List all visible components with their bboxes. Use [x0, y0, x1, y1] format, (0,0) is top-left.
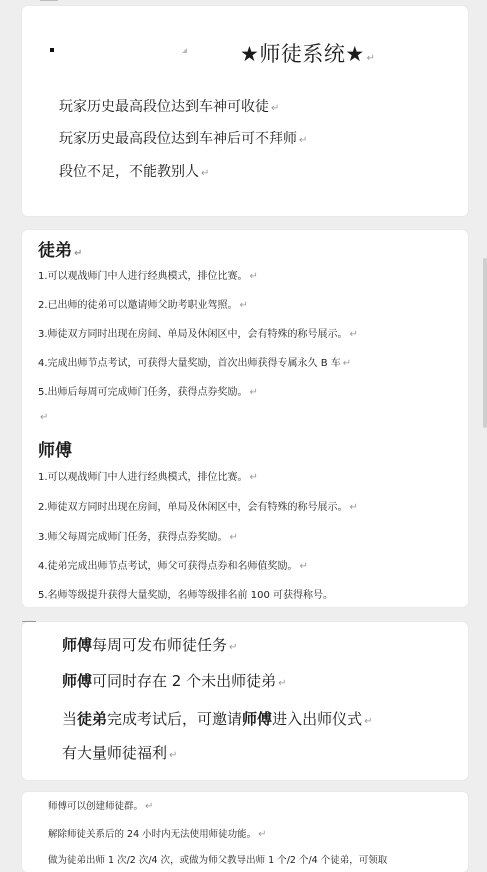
blank-line: ↵	[40, 412, 49, 423]
highlight-line-4: 有大量师徒福利 ↵	[62, 744, 178, 762]
disciple-item-1: 1.可以观战师门中人进行经典模式，排位比赛。 ↵	[38, 271, 258, 282]
note-line-1: 师傅可以创建师徒群。 ↵	[48, 801, 154, 812]
bullet-dot	[50, 48, 54, 52]
master-heading: 师傅	[38, 441, 72, 461]
roles-card	[22, 230, 468, 607]
note-line-2: 解除师徒关系后的 24 小时内无法使用师徒功能。 ↵	[48, 829, 267, 840]
disciple-item-3: 3.师徒双方同时出现在房间、单局及休闲区中，会有特殊的称号展示。 ↵	[38, 329, 358, 340]
disciple-item-2: 2.已出师的徒弟可以邀请师父助考职业驾照。 ↵	[38, 300, 248, 311]
master-item-4: 4.徒弟完成出师节点考试，师父可获得点券和名师值奖励。 ↵	[38, 561, 308, 572]
disciple-item-4: 4.完成出师节点考试，可获得大量奖励，首次出师获得专属永久 B 车 ↵	[38, 358, 352, 369]
notes-card	[22, 792, 468, 872]
intro-card	[22, 6, 468, 216]
disciple-heading: 徒弟 ↵	[38, 241, 83, 261]
page-corner-mark	[40, 0, 58, 1]
highlight-line-2: 师傅可同时存在 2 个未出师徒弟 ↵	[62, 672, 287, 690]
page-title: ★师徒系统★ ↵	[240, 42, 376, 66]
master-item-2: 2.师徒双方同时出现在房间，单局及休闲区中，会有特殊的称号展示。 ↵	[38, 502, 358, 513]
rule-line-3: 段位不足，不能教别人 ↵	[59, 164, 210, 180]
disciple-item-5: 5.出师后每周可完成师门任务，获得点券奖励。 ↵	[38, 387, 258, 398]
note-line-3: 做为徒弟出师 1 次/2 次/4 次，或做为师父教导出师 1 个/2 个/4 个徒弟，可领取	[48, 855, 388, 866]
rule-line-1: 玩家历史最高段位达到车神可收徒 ↵	[59, 99, 280, 115]
rule-line-2: 玩家历史最高段位达到车神后可不拜师 ↵	[59, 131, 308, 147]
master-item-5: 5.名师等级提升获得大量奖励，名师等级排名前 100 可获得称号。	[38, 590, 333, 601]
master-item-1: 1.可以观战师门中人进行经典模式，排位比赛。 ↵	[38, 472, 258, 483]
highlight-line-3: 当徒弟完成考试后，可邀请师傅进入出师仪式 ↵	[62, 710, 373, 728]
master-item-3: 3.师父每周完成师门任务，获得点券奖励。 ↵	[38, 532, 238, 543]
highlights-card	[22, 622, 468, 780]
highlight-line-1: 师傅每周可发布师徒任务 ↵	[62, 636, 238, 654]
scrollbar[interactable]	[483, 258, 487, 428]
corner-marker	[182, 48, 187, 53]
